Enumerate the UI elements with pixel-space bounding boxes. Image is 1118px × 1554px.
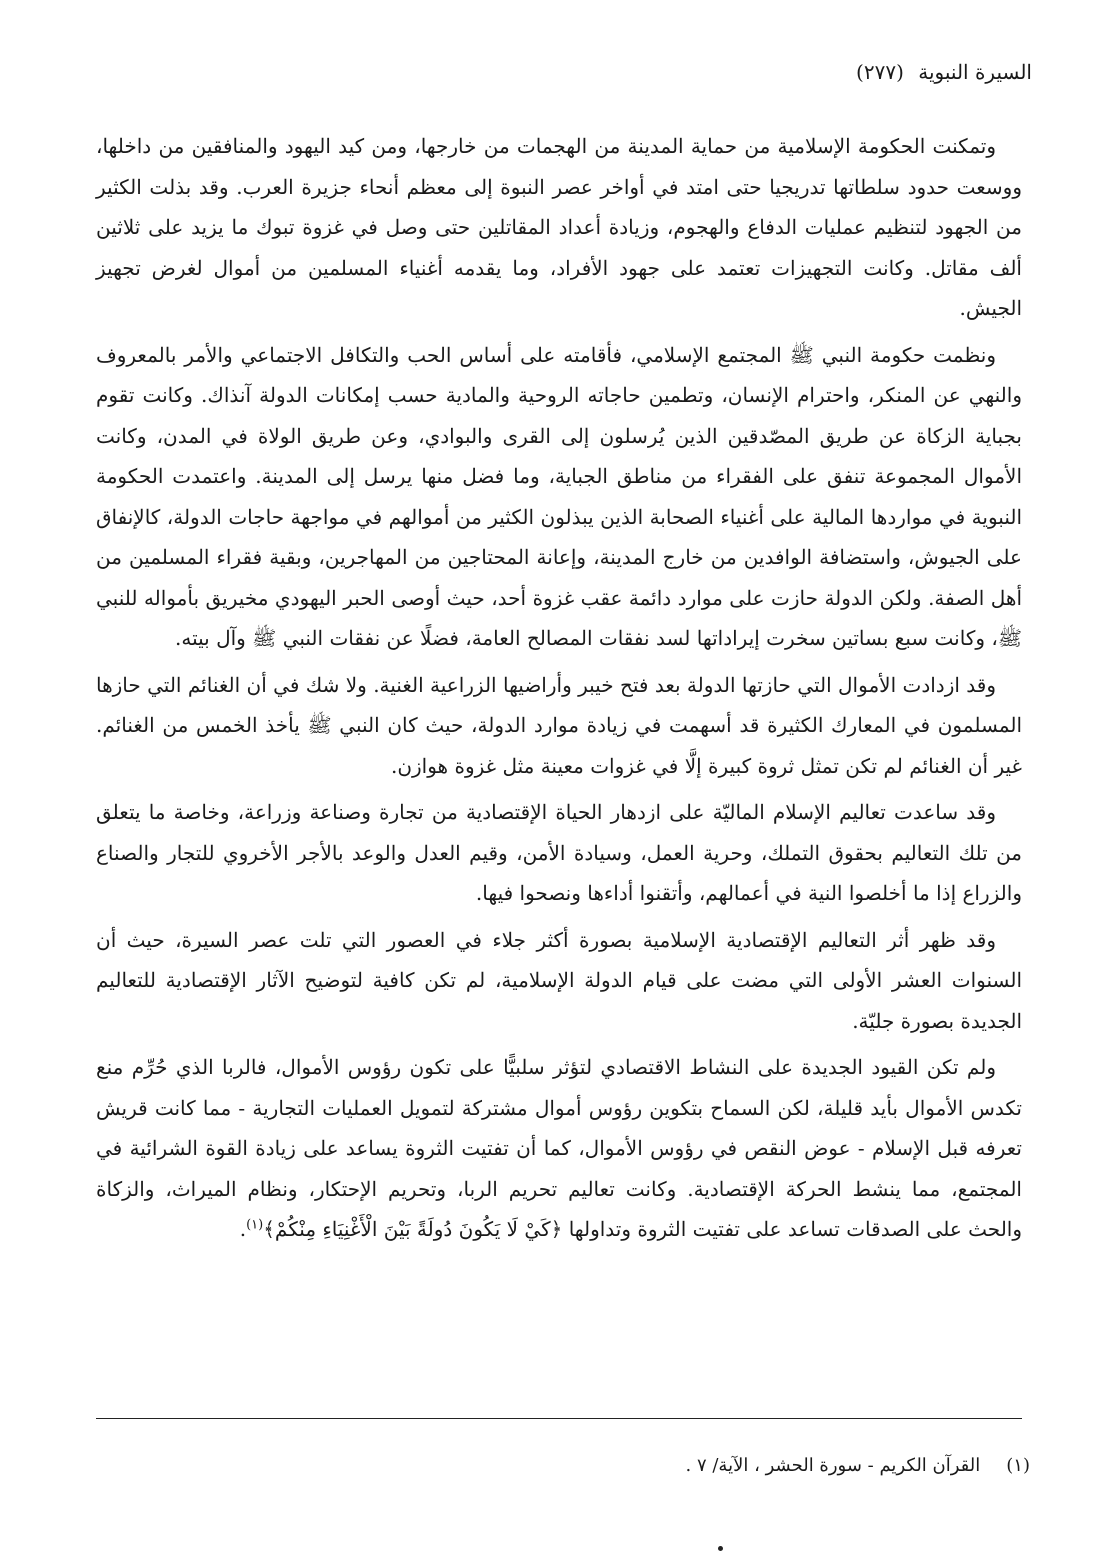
footnote-text: القرآن الكريم - سورة الحشر ، الآية/ ٧ . bbox=[685, 1455, 981, 1476]
footnote-marker: (١) bbox=[1006, 1455, 1030, 1476]
paragraph: وتمكنت الحكومة الإسلامية من حماية المدينة من الهجمات من خارجها، ومن كيد اليهود والمنافقين من داخلها، ووسعت حدود سلطاتها تدريجيا حتى امتد في أواخر عصر النبوة إلى معظم أنحاء جزيرة العرب. وقد بذلت الكثير من الجهود لتنظيم عمليات الدفاع والهجوم، وزيادة أعداد المقاتلين حتى وصل في غزوة تبوك ما يزيد على ثلاثين ألف مقاتل. وكانت التجهيزات تعتمد على جهود الأفراد، وما يقدمه أغنياء المسلمين من أموال لغرض تجهيز الجيش. bbox=[96, 134, 1022, 320]
paragraph: وقد ازدادت الأموال التي حازتها الدولة بعد فتح خيبر وأراضيها الزراعية الغنية. ولا شك في أن الغنائم التي حازها المسلمون في المعارك الكثيرة قد أسهمت في زيادة موارد الدولة، حيث كان النبي ﷺ يأخذ الخمس من الغنائم. غير أن الغنائم لم تكن تمثل ثروة كبيرة إلَّا في غزوات معينة مثل غزوة هوازن. bbox=[96, 672, 1022, 778]
paragraph bbox=[96, 1047, 1022, 1250]
quran-verse: ﴿كَيْ لَا يَكُونَ دُولَةً بَيْنَ الْأَغْنِيَاءِ مِنْكُمْ﴾ bbox=[263, 1217, 563, 1241]
paragraph: وقد ظهر أثر التعاليم الإقتصادية الإسلامية بصورة أكثر جلاء في العصور التي تلت عصر السيرة، حيث أن السنوات العشر الأولى التي مضت على قيام الدولة الإسلامية، لم تكن كافية لتوضيح الآثار الإقتصادية للتعاليم الجديدة بصورة جليّة. bbox=[96, 927, 1022, 1033]
page-mark bbox=[718, 1546, 723, 1551]
page-number: (٢٧٧) bbox=[856, 60, 904, 84]
footnote bbox=[686, 1452, 1030, 1480]
paragraph: وقد ساعدت تعاليم الإسلام الماليّة على ازدهار الحياة الإقتصادية من تجارة وصناعة وزراعة، وخاصة ما يتعلق من تلك التعاليم بحقوق التملك، وحرية العمل، وسيادة الأمن، وقيم العدل والوعد بالأجر الأخروي للتجار والصناع والزراع إذا ما أخلصوا النية في أعمالهم، وأتقنوا أداءها ونصحوا فيها. bbox=[96, 800, 1023, 905]
footnote-divider bbox=[96, 1418, 1022, 1419]
footnote-reference: (١) bbox=[246, 1217, 264, 1233]
running-header bbox=[856, 58, 1032, 86]
header-title: السيرة النبوية bbox=[918, 60, 1032, 84]
paragraph-text: ولم تكن القيود الجديدة على النشاط الاقتصادي لتؤثر سلبيًّا على تكون رؤوس الأموال، فالربا الذي حُرِّم منع تكدس الأموال بأيد قليلة، لكن السماح بتكوين رؤوس أموال مشتركة لتمويل العمليات التجارية - مما كانت قريش تعرفه قبل الإسلام - عوض النقص في رؤوس الأموال، كما أن تفتيت الثروة يساعد على زيادة القوة الشرائية في المجتمع، مما ينشط الحركة الإقتصادية. وكانت تعاليم تحريم الربا، وتحريم الإحتكار، ونظام الميراث، والزكاة والحث على الصدقات تساعد على تفتيت الثروة وتداولها bbox=[96, 1055, 1022, 1241]
paragraph: ونظمت حكومة النبي ﷺ المجتمع الإسلامي، فأقامته على أساس الحب والتكافل الاجتماعي والأمر بالمعروف والنهي عن المنكر، واحترام الإنسان، وتطمين حاجاته الروحية والمادية حسب إمكانات الدولة آنذاك. وكانت تقوم بجباية الزكاة عن طريق المصّدقين الذين يُرسلون إلى القرى والبوادي، وعن طريق الولاة في المدن، وكانت الأموال المجموعة تنفق على الفقراء من مناطق الجباية، وما فضل منها يرسل إلى المدينة. واعتمدت الحكومة النبوية في مواردها المالية على أغنياء الصحابة الذين يبذلون الكثير من أموالهم في مواجهة حاجات الدولة، كالإنفاق على الجيوش، واستضافة الوافدين من خارج المدينة، وإعانة المحتاجين من المهاجرين، وبقية فقراء المسلمين من أهل الصفة. ولكن الدولة حازت على موارد دائمة عقب غزوة أحد، حيث أوصى الحبر اليهودي مخيريق بأمواله للنبي ﷺ، وكانت سبع بساتين سخرت إيراداتها لسد نفقات المصالح العامة، فضلًا عن نفقات النبي ﷺ وآل بيته. bbox=[96, 342, 1022, 650]
paragraph-ending: . bbox=[239, 1217, 247, 1241]
body-text bbox=[96, 126, 1022, 1256]
